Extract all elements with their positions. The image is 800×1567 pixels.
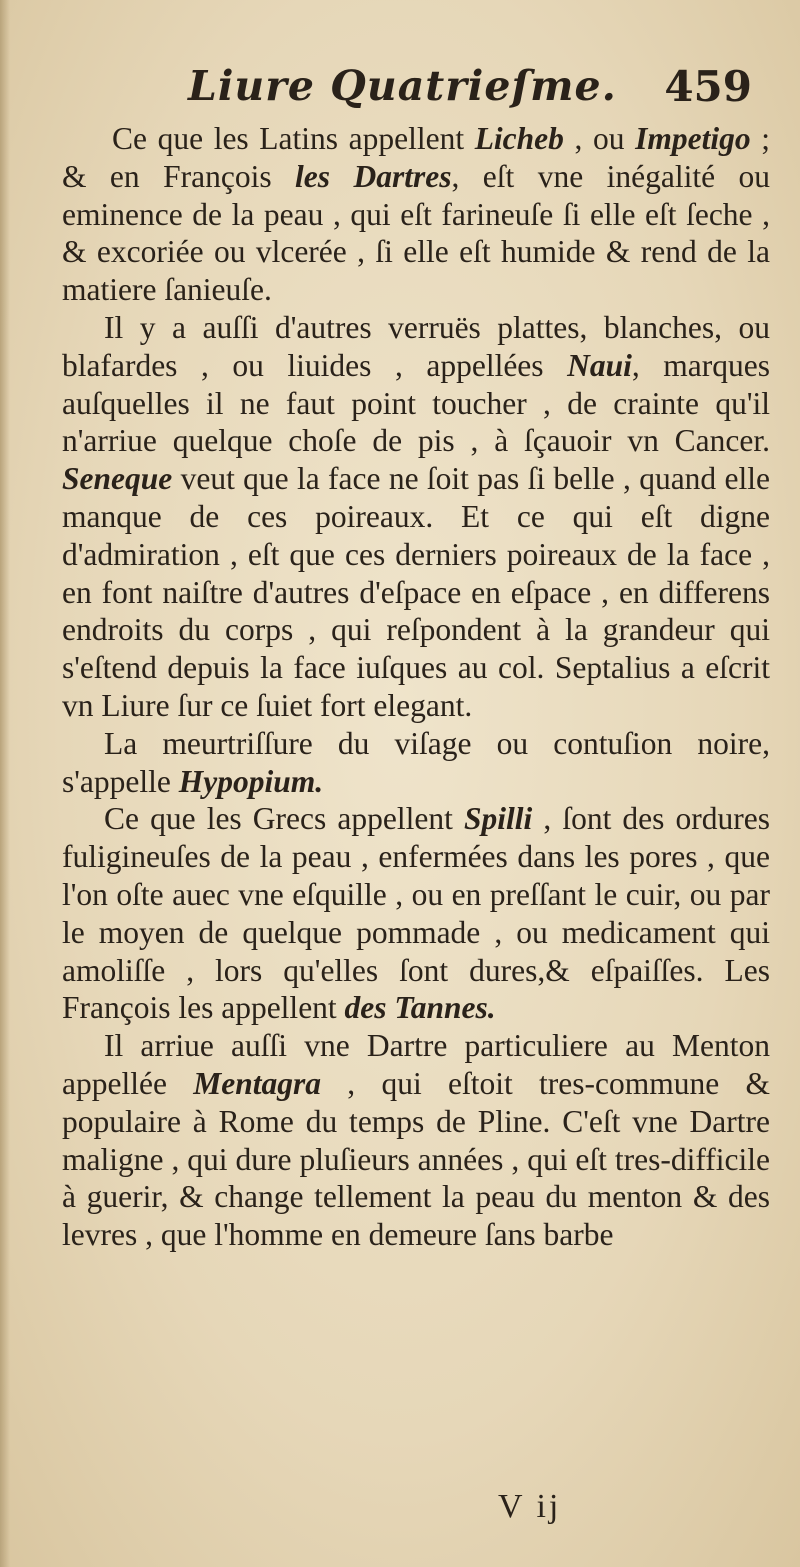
text-run: , ſont des ordures fuligineuſes de la peau , enfermées dans les pores , que l'on oſte auec vne eſquille , ou en preſſant le cuir, ou par le moyen de quelque pommade , ou medicament qui amoliſſe , lors qu'elles ſont dures,& eſpaiſſes. Les François les appellent bbox=[62, 801, 771, 1026]
text-body bbox=[62, 120, 770, 1254]
text-run: Il arriue auſſi vne Dartre particuliere au Menton appellée bbox=[62, 1028, 770, 1101]
page-header bbox=[100, 62, 760, 118]
paragraph-verrues bbox=[62, 309, 770, 725]
italic-term: Impetigo bbox=[635, 121, 751, 156]
paragraph-hypopium bbox=[62, 725, 770, 801]
italic-term: des Tannes. bbox=[344, 990, 496, 1026]
text-run: Ce que les Latins appellent bbox=[112, 121, 475, 156]
text-run: ; & en François bbox=[62, 121, 770, 194]
italic-term: Seneque bbox=[62, 461, 173, 497]
text-run: , marques auſquelles il ne faut point toucher , de crainte qu'il n'arriue quelque choſe de pis , à ſçauoir vn Cancer. bbox=[62, 347, 770, 459]
italic-term: les Dartres bbox=[295, 158, 452, 194]
signature-mark: V ij bbox=[498, 1488, 562, 1525]
text-run: La meurtriſſure du viſage ou contuſion noire, s'appelle bbox=[62, 725, 770, 799]
paragraph-impetigo bbox=[62, 120, 770, 309]
italic-term: Naui bbox=[567, 347, 632, 383]
page-number: 459 bbox=[664, 62, 752, 111]
text-run: Ce que les Grecs appellent bbox=[104, 801, 464, 837]
paragraph-spilli bbox=[62, 800, 770, 1027]
running-title: Liure Quatrieſme. bbox=[188, 62, 617, 110]
italic-term: Hypopium. bbox=[178, 763, 324, 799]
italic-term: Mentagra bbox=[193, 1065, 321, 1101]
text-run: , qui eſtoit tres-commune & populaire à Rome du temps de Pline. C'eſt vne Dartre maligne , qui dure pluſieurs années , qui eſt tres-difficile à guerir, & change tellement la peau du menton & des levres , que l'homme en demeure ſans barbe bbox=[62, 1065, 770, 1253]
paragraph-mentagra bbox=[62, 1027, 770, 1254]
text-run: veut que la face ne ſoit pas ſi belle , quand elle manque de ces poireaux. Et ce qui eſt digne d'admiration , eſt que ces derniers poireaux de la face , en font naiſtre d'autres d'eſpace en eſpace , en differens endroits du corps , qui reſpondent à la grandeur qui s'eſtend depuis la face iuſques au col. Septalius a eſcrit vn Liure ſur ce ſuiet fort elegant. bbox=[62, 461, 770, 723]
italic-term: Spilli bbox=[463, 801, 533, 837]
text-run: , eſt vne inégalité ou eminence de la peau , qui eſt farineuſe ſi elle eſt ſeche , & excoriée ou vlcerée , ſi elle eſt humide & rend de la matiere ſanieuſe. bbox=[62, 158, 771, 308]
text-run: , ou bbox=[563, 121, 636, 156]
text-run: Il y a auſſi d'autres verruës plattes, blanches, ou blafardes , ou liuides , appellées bbox=[62, 309, 770, 383]
italic-term: Licheb bbox=[474, 121, 564, 156]
